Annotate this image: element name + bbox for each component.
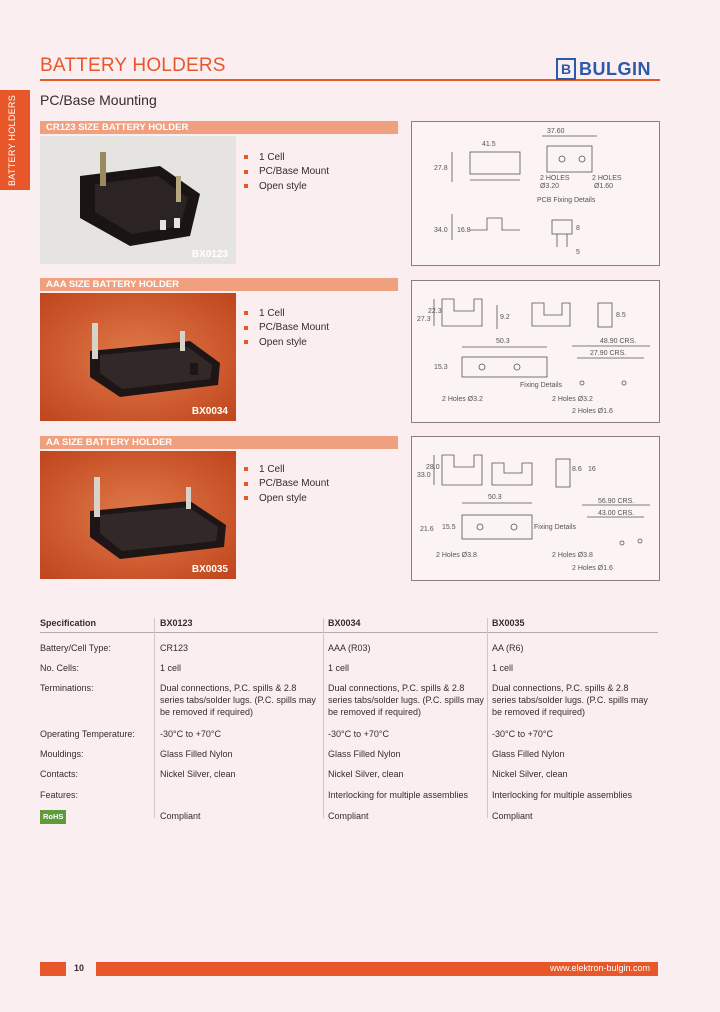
dim-label: 43.00 CRS.	[598, 510, 635, 517]
dim-label: 15.3	[434, 364, 448, 371]
list-item: 1 Cell	[244, 462, 329, 477]
dim-label: 48.90 CRS.	[600, 338, 637, 345]
spec-header-row	[40, 616, 658, 633]
dim-label: 33.0	[417, 472, 431, 479]
logo-mark: B	[556, 58, 576, 80]
dim-label: 2 Holes Ø3.2	[552, 396, 593, 403]
bullet-icon	[244, 311, 248, 315]
section-bar-cr123: CR123 SIZE BATTERY HOLDER	[40, 121, 398, 134]
dim-label: 2 Holes Ø3.8	[436, 552, 477, 559]
website-link[interactable]: www.elektron-bulgin.com	[549, 963, 650, 973]
list-item: Open style	[244, 491, 329, 506]
feature-list	[244, 306, 329, 350]
dim-label: 5	[576, 249, 580, 256]
bulgin-logo	[556, 58, 651, 80]
bullet-icon	[244, 184, 248, 188]
dim-label: Ø3.20	[540, 183, 560, 190]
product-code: BX0035	[191, 564, 228, 575]
bullet-icon	[244, 496, 248, 500]
list-item: 1 Cell	[244, 150, 329, 165]
logo-text: BULGIN	[579, 58, 651, 79]
dim-label: 2 HOLES	[540, 175, 570, 182]
dim-label: 21.6	[420, 526, 434, 533]
dim-label: 28.0	[426, 464, 440, 471]
dim-label: 8.6	[572, 466, 582, 473]
dim-label: 50.3	[488, 494, 502, 501]
bullet-icon	[244, 170, 248, 174]
dim-label: 37.60	[547, 128, 565, 135]
spec-header: BX0034	[328, 618, 361, 628]
section-bar-aa: AA SIZE BATTERY HOLDER	[40, 436, 398, 449]
dimension-drawing-bx0123	[411, 121, 660, 266]
dim-label: 16.8	[457, 227, 471, 234]
dim-label: 16	[588, 466, 596, 473]
feature-list	[244, 462, 329, 506]
column-divider	[323, 618, 324, 818]
spec-header: BX0123	[160, 618, 193, 628]
dimension-drawing-bx0034	[411, 280, 660, 423]
footer-accent	[40, 962, 66, 976]
dim-label: 34.0	[434, 227, 448, 234]
dim-label: 41.5	[482, 141, 496, 148]
section-bar-aaa: AAA SIZE BATTERY HOLDER	[40, 278, 398, 291]
dim-label: PCB Fixing Details	[537, 197, 596, 204]
footer-bar	[96, 962, 658, 976]
bullet-icon	[244, 482, 248, 486]
dim-label: 50.3	[496, 338, 510, 345]
dim-label: 8	[576, 225, 580, 232]
dim-label: 2 Holes Ø1.6	[572, 408, 613, 415]
dim-label: 27.3	[417, 316, 431, 323]
product-code: BX0123	[191, 249, 228, 260]
feature-list	[244, 150, 329, 194]
page-subtitle: PC/Base Mounting	[40, 92, 157, 108]
dimension-drawing-bx0035	[411, 436, 660, 581]
dim-label: 8.5	[616, 312, 626, 319]
dim-label: 22.3	[428, 308, 442, 315]
dim-label: 15.5	[442, 524, 456, 531]
page-number: 10	[74, 963, 85, 973]
dim-label: Fixing Details	[520, 382, 563, 389]
dim-label: 2 Holes Ø1.6	[572, 565, 613, 572]
dim-label: 27.90 CRS.	[590, 350, 627, 357]
page-title: BATTERY HOLDERS	[40, 55, 226, 76]
dim-label: Ø1.60	[594, 183, 614, 190]
dim-label: 2 Holes Ø3.2	[442, 396, 483, 403]
product-code: BX0034	[191, 406, 228, 417]
product-photo-bx0123	[40, 136, 236, 264]
rohs-badge: RoHS	[40, 810, 66, 824]
bullet-icon	[244, 155, 248, 159]
side-tab-label: BATTERY HOLDERS	[7, 94, 17, 186]
list-item: Open style	[244, 335, 329, 350]
bullet-icon	[244, 467, 248, 471]
spec-header: Specification	[40, 618, 97, 628]
dim-label: 27.8	[434, 165, 448, 172]
dim-label: 9.2	[500, 314, 510, 321]
dim-label: 2 Holes Ø3.8	[552, 552, 593, 559]
dim-label: 2 HOLES	[592, 175, 622, 182]
list-item: 1 Cell	[244, 306, 329, 321]
list-item: Open style	[244, 179, 329, 194]
side-tab	[0, 90, 30, 190]
bullet-icon	[244, 326, 248, 330]
list-item: PC/Base Mount	[244, 321, 329, 336]
dim-label: Fixing Details	[534, 524, 577, 531]
list-item: PC/Base Mount	[244, 165, 329, 180]
dim-label: 56.90 CRS.	[598, 498, 635, 505]
bullet-icon	[244, 340, 248, 344]
spec-header: BX0035	[492, 618, 525, 628]
product-photo-bx0034	[40, 293, 236, 421]
list-item: PC/Base Mount	[244, 477, 329, 492]
product-photo-bx0035	[40, 451, 236, 579]
